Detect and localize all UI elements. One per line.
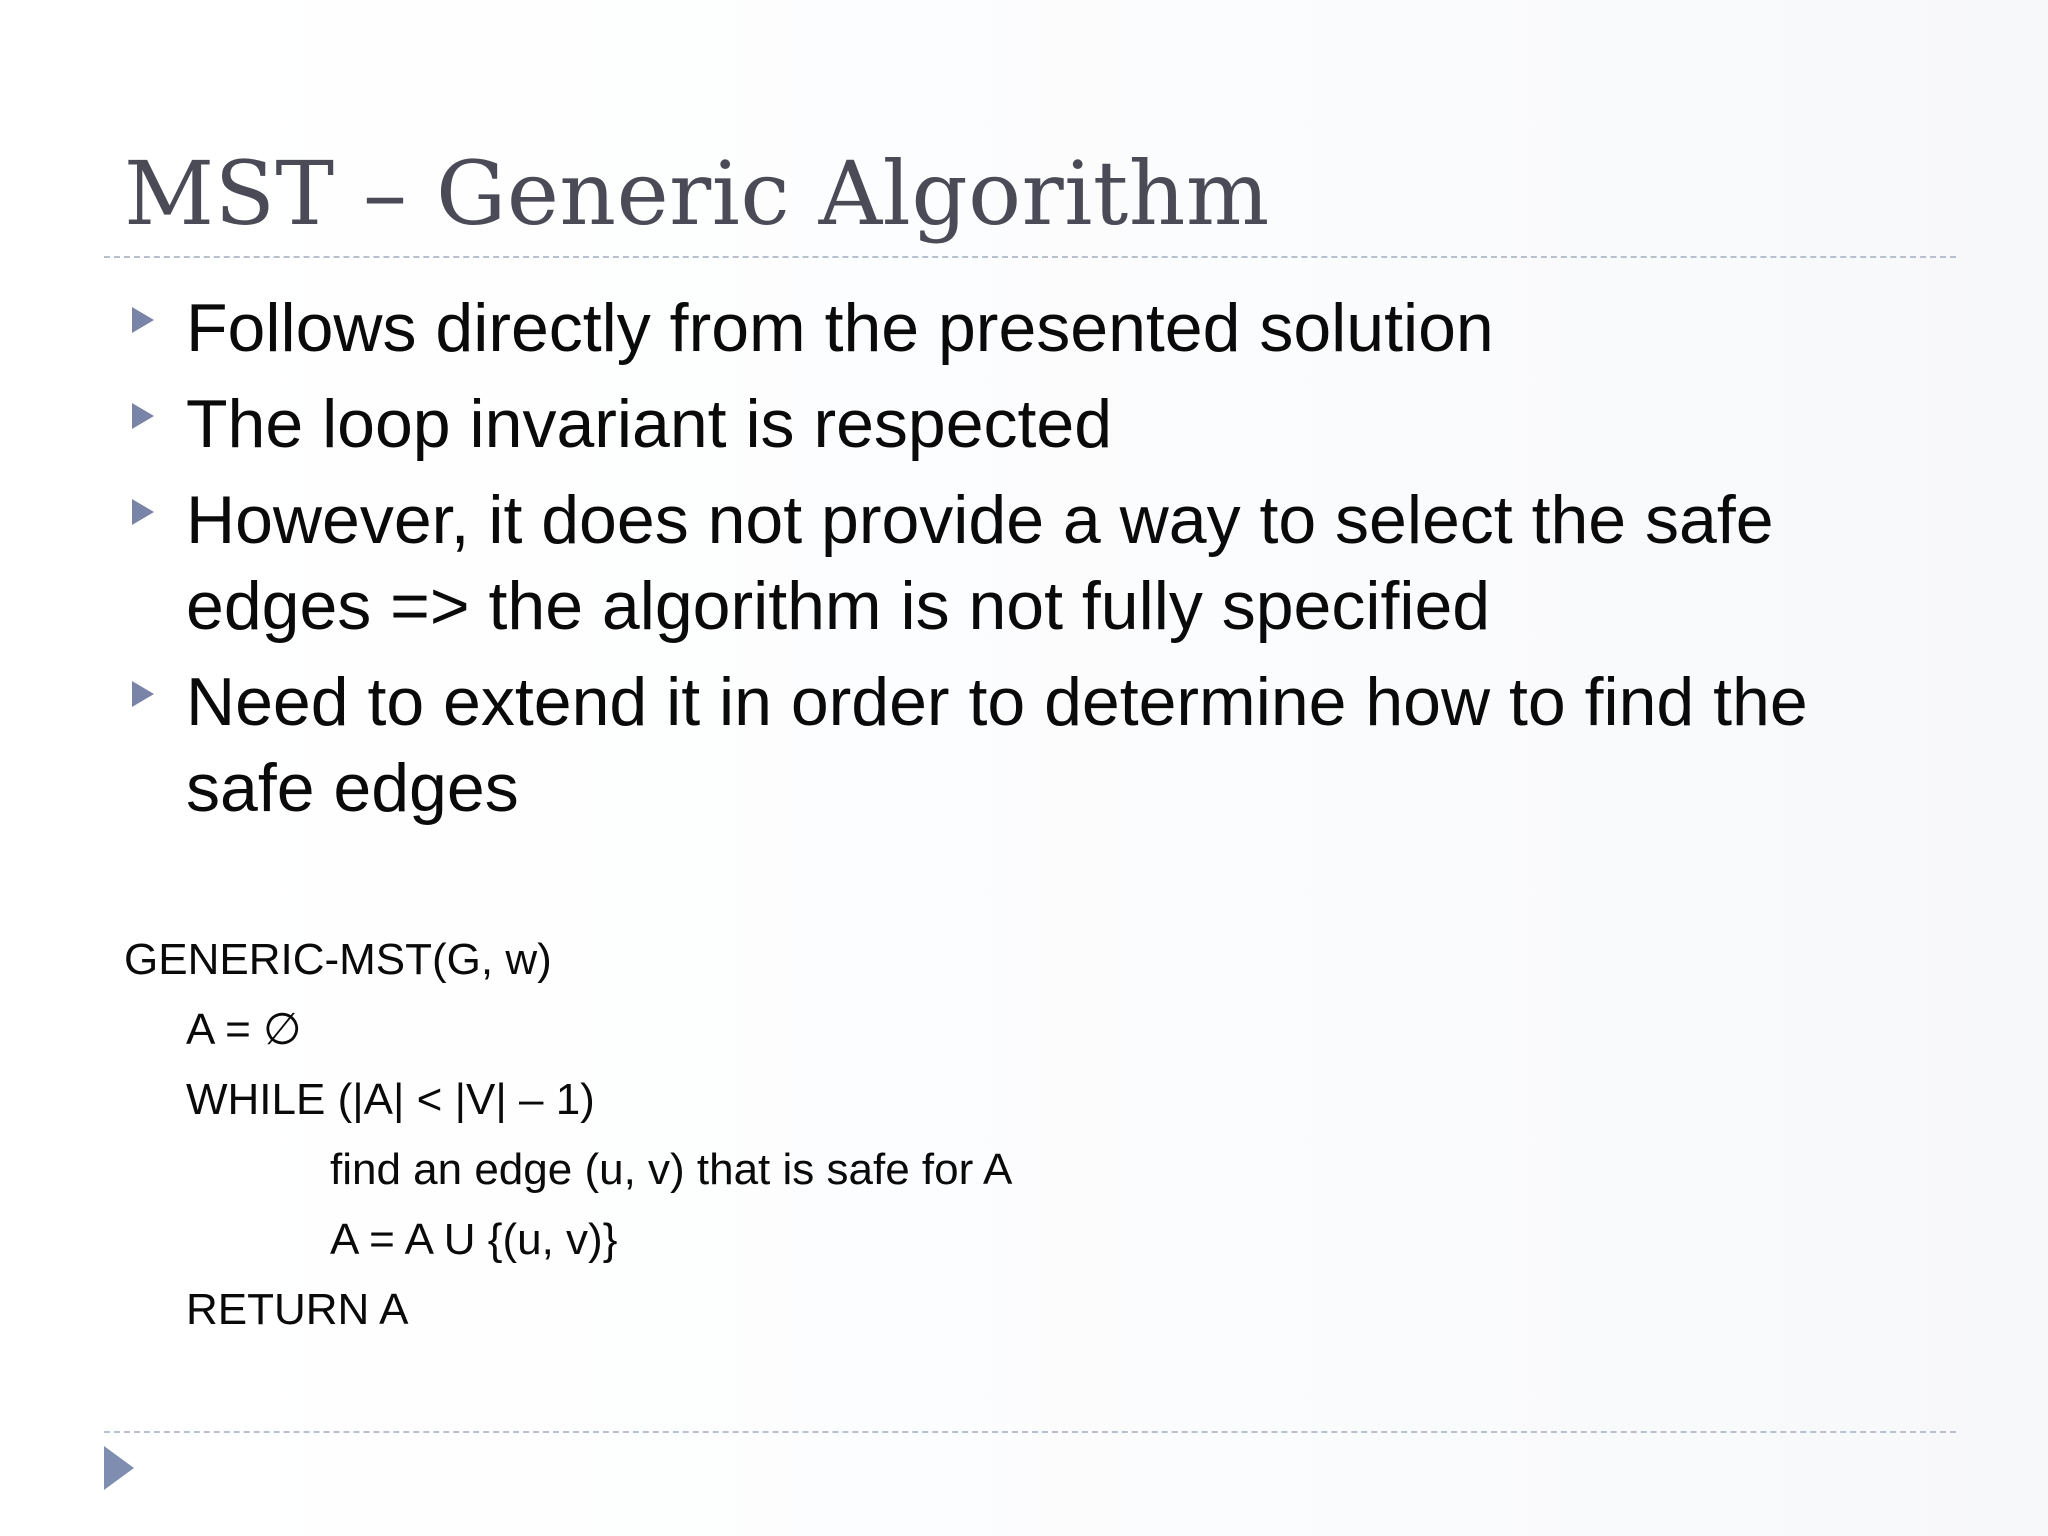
bullet-text: The loop invariant is respected (186, 386, 1113, 462)
triangle-bullet-icon (132, 403, 154, 429)
pseudocode-block (124, 925, 1012, 1345)
pseudocode-line: WHILE (|A| < |V| – 1) (186, 1075, 595, 1124)
pseudocode-line: A = A U {(u, v)} (330, 1215, 618, 1264)
pseudocode-line: A = ∅ (186, 1005, 302, 1054)
bullet-list (124, 285, 1944, 841)
title-divider (104, 256, 1956, 258)
bullet-text: However, it does not provide a way to select the safe edges => the algorithm is not fully specified (186, 482, 1774, 644)
bullet-text: Follows directly from the presented solution (186, 290, 1494, 366)
triangle-bullet-icon (132, 681, 154, 707)
slide-title: MST – Generic Algorithm (124, 142, 1270, 245)
bullet-item (124, 659, 1944, 831)
triangle-bullet-icon (132, 499, 154, 525)
bullet-text: Need to extend it in order to determine how to find the safe edges (186, 664, 1808, 826)
pseudocode-line: GENERIC-MST(G, w) (124, 935, 552, 984)
pseudocode-line: find an edge (u, v) that is safe for A (330, 1145, 1013, 1194)
pseudocode-line: RETURN A (186, 1285, 409, 1334)
triangle-bullet-icon (132, 307, 154, 333)
bullet-item (124, 477, 1944, 649)
bullet-item (124, 381, 1944, 467)
next-slide-arrow-icon[interactable] (104, 1446, 134, 1490)
bullet-item (124, 285, 1944, 371)
footer-divider (104, 1431, 1956, 1433)
